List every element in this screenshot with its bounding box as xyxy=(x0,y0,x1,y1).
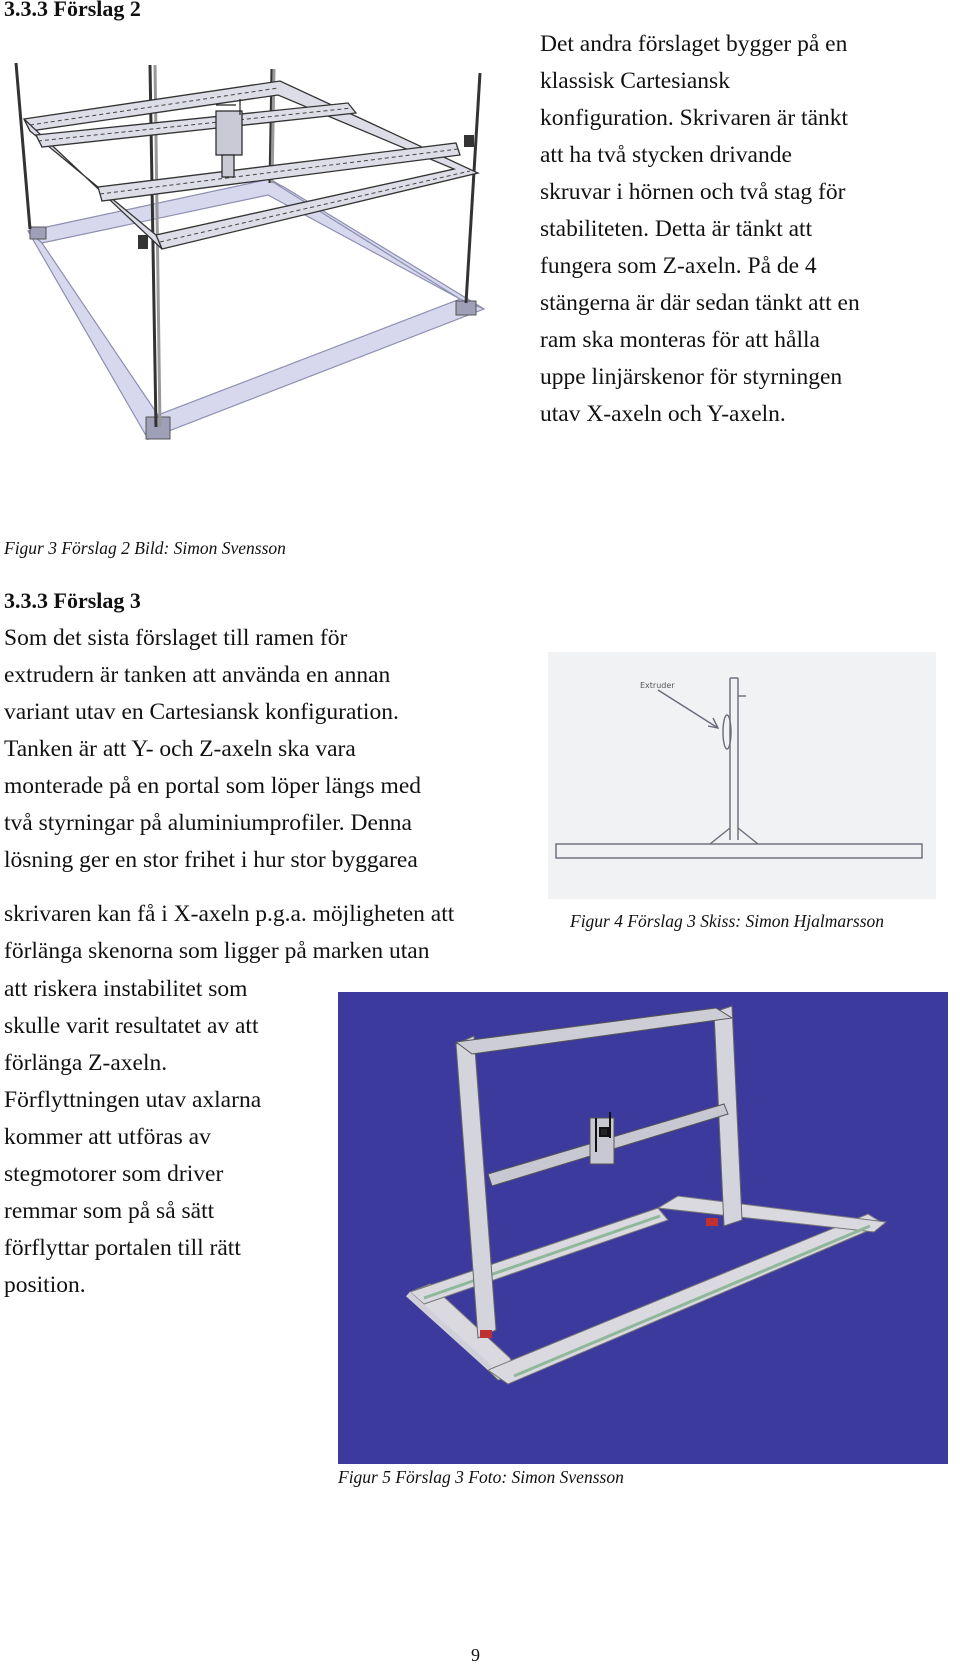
text-line: uppe linjärskenor för styrningen xyxy=(540,364,843,390)
figure-3-caption: Figur 3 Förslag 2 Bild: Simon Svensson xyxy=(4,538,286,558)
text-line: skrivaren kan få i X-axeln p.g.a. möjligheten att xyxy=(4,901,455,927)
text-line: variant utav en Cartesiansk konfiguration. xyxy=(4,699,399,725)
text-line: stegmotorer som driver xyxy=(4,1161,224,1187)
section-heading-forslag-3: 3.3.3 Förslag 3 xyxy=(4,588,141,613)
text-line: Det andra förslaget bygger på en xyxy=(540,31,848,57)
page-number: 9 xyxy=(471,1645,480,1665)
figure-4-caption: Figur 4 Förslag 3 Skiss: Simon Hjalmarsson xyxy=(570,911,885,931)
text-line: förflyttar portalen till rätt xyxy=(4,1235,241,1261)
text-line: två styrningar på aluminiumprofiler. Denna xyxy=(4,810,412,836)
text-line: monterade på en portal som löper längs med xyxy=(4,773,421,799)
text-line: stabiliteten. Detta är tänkt att xyxy=(540,216,813,242)
figure-5-render-forslag-3 xyxy=(338,992,948,1464)
paragraph-forslag-2 xyxy=(540,26,860,433)
sketch-label-extruder: Extruder xyxy=(640,681,675,690)
text-line: Förflyttningen utav axlarna xyxy=(4,1087,262,1113)
text-line: förlänga skenorna som ligger på marken utan xyxy=(4,938,430,964)
text-line: att ha två stycken drivande xyxy=(540,142,792,168)
figure-3-render-forslag-2 xyxy=(8,55,508,455)
paragraph-forslag-3-narrow xyxy=(4,971,334,1304)
text-line: stängerna är där sedan tänkt att en xyxy=(540,290,860,316)
text-line: ram ska monteras för att hålla xyxy=(540,327,820,353)
extruder-carriage xyxy=(216,99,242,177)
text-line: remmar som på så sätt xyxy=(4,1198,215,1224)
text-line: Tanken är att Y- och Z-axeln ska vara xyxy=(4,736,356,762)
text-line: kommer att utföras av xyxy=(4,1124,211,1150)
text-line: position. xyxy=(4,1272,86,1298)
text-line: utav X-axeln och Y-axeln. xyxy=(540,401,786,427)
text-line: skruvar i hörnen och två stag för xyxy=(540,179,846,205)
text-line: skulle varit resultatet av att xyxy=(4,1013,259,1039)
figure-5-caption: Figur 5 Förslag 3 Foto: Simon Svensson xyxy=(338,1467,624,1487)
text-line: konfiguration. Skrivaren är tänkt xyxy=(540,105,849,131)
paragraph-forslag-3-wide xyxy=(4,896,564,970)
text-line: Som det sista förslaget till ramen för xyxy=(4,625,348,651)
text-line: klassisk Cartesiansk xyxy=(540,68,730,94)
section-heading-forslag-2: 3.3.3 Förslag 2 xyxy=(4,0,141,21)
text-line: att riskera instabilitet som xyxy=(4,976,248,1002)
paragraph-forslag-3-top xyxy=(4,620,534,879)
text-line: lösning ger en stor frihet i hur stor byggarea xyxy=(4,847,418,873)
figure-4-sketch xyxy=(548,652,936,899)
cross-beam xyxy=(488,1104,728,1186)
portal-top-beam xyxy=(456,1008,732,1054)
text-line: extrudern är tanken att använda en annan xyxy=(4,662,391,688)
text-line: fungera som Z-axeln. På de 4 xyxy=(540,253,817,279)
text-line: förlänga Z-axeln. xyxy=(4,1050,168,1076)
